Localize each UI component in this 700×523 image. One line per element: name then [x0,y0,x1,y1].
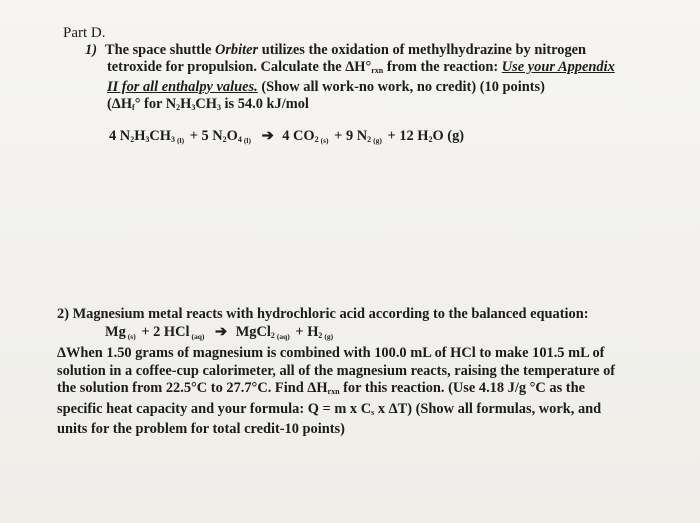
reaction-equation-2: Mg $_{(s)}$ + 2 HCl $_{(aq)}$ ➔ MgCl$_2$ $_{(aq)} + H_2$ $_{(g)}$ [105,323,334,341]
question-1-number: 1) [85,42,97,58]
question-2 [57,306,667,439]
question-2-line-7: units for the problem for total credit-10 points) [57,421,345,437]
question-2-line-3: ΔWhen 1.50 grams of magnesium is combined with 100.0 mL of HCl to make 101.5 mL of [57,345,605,361]
question-2-line-4: solution in a coffee-cup calorimeter, all of the magnesium reacts, raising the temperature of [57,362,616,379]
bleed-through-text [120,168,124,184]
question-2-line-6: specific heat capacity and your formula: Q = m x $C_s$ x ΔT) (Show all formulas, work, and [57,400,602,417]
reaction-arrow-icon: ➔ [215,323,228,340]
question-1-line-3: II for all enthalpy values. (Show all work-no work, no credit) (10 points) [107,79,545,95]
reaction-arrow-icon: ➔ [261,128,274,144]
question-1-line-1: 1) The space shuttle Orbiter utilizes the oxidation of methylhydrazine by nitrogen [85,42,587,58]
part-title: Part D. [63,25,106,41]
question-2-line-5: the solution from 22.5°C to 27.7°C. Find $\Delta H_{rxn}$ for this reaction. (Use 4.18 J/g °C as the [57,380,585,396]
question-1 [85,42,675,116]
reaction-equation-1: 4 $N_2H_3CH_3$ $_{(l)}$ + 5 $N_2O_4$ $_{(l)}$ ➔ 4 $CO_2$ $_{(s)}$ + 9 $N_2$ $_{(g)}$ + 12 $H_2O$ (g) [109,128,465,145]
question-1-line-4: ($\Delta H_f^\circ$ for $N_2H_3CH_3$ is 54.0 kJ/mol [107,96,309,112]
question-1-line-2: tetroxide for propulsion. Calculate the $\Delta H^\circ_{rxn}$ from the reaction: Use your Appendix [107,59,615,75]
question-2-line-1: 2) Magnesium metal reacts with hydrochloric acid according to the balanced equation: [57,306,589,322]
